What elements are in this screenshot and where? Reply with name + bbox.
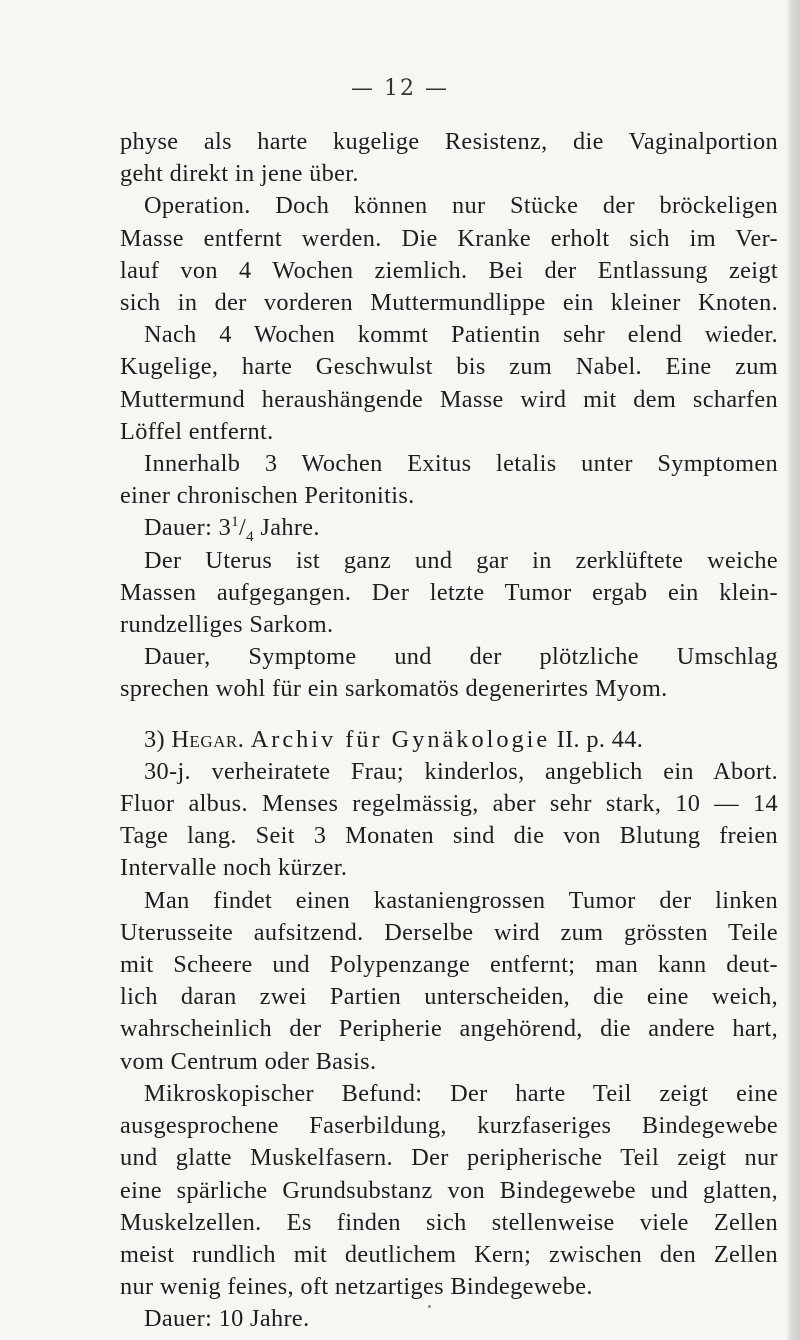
- text-line: ausgesprochene Faserbildung, kurzfaseriges Bindegewebe: [120, 1112, 778, 1140]
- text-line: einer chronischen Peritonitis.: [120, 482, 415, 510]
- text-line: und glatte Muskelfasern. Der peripherische Teil zeigt nur: [120, 1144, 778, 1172]
- text-line: Nach 4 Wochen kommt Patientin sehr elend wieder.: [144, 321, 778, 349]
- text-line: Intervalle noch kürzer.: [120, 854, 348, 882]
- text-line: 30-j. verheiratete Frau; kinderlos, angeblich ein Abort.: [144, 757, 778, 785]
- text-line: Fluor albus. Menses regelmässig, aber sehr stark, 10 — 14: [120, 790, 778, 818]
- text-line: Tage lang. Seit 3 Monaten sind die von Blutung freien: [120, 822, 778, 850]
- text-line: eine spärliche Grundsubstanz von Bindegewebe und glatten,: [120, 1176, 778, 1204]
- text-line: nur wenig feines, oft netzartiges Bindegewebe.: [120, 1273, 593, 1301]
- text-line: Massen aufgegangen. Der letzte Tumor ergab ein klein-: [120, 578, 778, 606]
- page-edge-shadow: [786, 0, 800, 1340]
- duration-rest: Jahre.: [253, 514, 320, 542]
- text-line: Dauer, Symptome und der plötzliche Umschlag: [144, 643, 778, 671]
- reference-author: Hegar.: [171, 725, 245, 753]
- body-text: [120, 126, 778, 1336]
- fraction-denominator: 4: [246, 529, 254, 546]
- text-line: Muskelzellen. Es finden sich stellenweise viele Zellen: [120, 1208, 778, 1236]
- text-line: Der Uterus ist ganz und gar in zerklüftete weiche: [144, 546, 778, 574]
- text-line: lich daran zwei Partien unterscheiden, die eine weich,: [120, 983, 778, 1011]
- text-line: rundzelliges Sarkom.: [120, 611, 334, 639]
- text-line: Masse entfernt werden. Die Kranke erholt sich im Ver-: [120, 224, 778, 252]
- text-line: geht direkt in jene über.: [120, 160, 359, 188]
- text-line: Muttermund heraushängende Masse wird mit dem scharfen: [120, 385, 778, 413]
- text-line: lauf von 4 Wochen ziemlich. Bei der Entlassung zeigt: [120, 256, 778, 284]
- text-line: Man findet einen kastaniengrossen Tumor der linken: [144, 886, 778, 914]
- page-number: — 12 —: [351, 76, 449, 101]
- reference-number: 3): [144, 725, 165, 753]
- text-line: vom Centrum oder Basis.: [120, 1047, 377, 1075]
- text-line: Kugelige, harte Geschwulst bis zum Nabel. Eine zum: [120, 353, 778, 381]
- text-line: Löffel entfernt.: [120, 417, 274, 445]
- duration-label: Dauer: 3: [144, 514, 232, 542]
- text-line: Operation. Doch können nur Stücke der bröckeligen: [144, 192, 778, 220]
- reference-heading: [120, 724, 778, 756]
- reference-source: Archiv für Gynäkologie: [250, 725, 551, 753]
- text-line: Dauer: 10 Jahre.: [144, 1305, 310, 1333]
- paper-speck: [428, 1305, 431, 1308]
- reference-volume: II. p. 44.: [556, 725, 644, 753]
- text-line: wahrscheinlich der Peripherie angehörend, die andere hart,: [120, 1015, 778, 1043]
- fraction-numerator: 1: [231, 514, 239, 531]
- fraction-slash: /: [239, 514, 247, 542]
- duration-line: [120, 512, 778, 544]
- text-line: sich in der vorderen Muttermundlippe ein kleiner Knoten.: [120, 289, 778, 317]
- text-line: meist rundlich mit deutlichem Kern; zwischen den Zellen: [120, 1240, 778, 1268]
- text-line: Mikroskopischer Befund: Der harte Teil zeigt eine: [144, 1079, 778, 1107]
- text-line: mit Scheere und Polypenzange entfernt; man kann deut-: [120, 951, 778, 979]
- text-line: sprechen wohl für ein sarkomatös degenerirtes Myom.: [120, 675, 668, 703]
- text-line: physe als harte kugelige Resistenz, die Vaginalportion: [120, 128, 778, 155]
- text-line: Uterusseite aufsitzend. Derselbe wird zum grössten Teile: [120, 918, 778, 946]
- text-line: Innerhalb 3 Wochen Exitus letalis unter Symptomen: [144, 450, 778, 478]
